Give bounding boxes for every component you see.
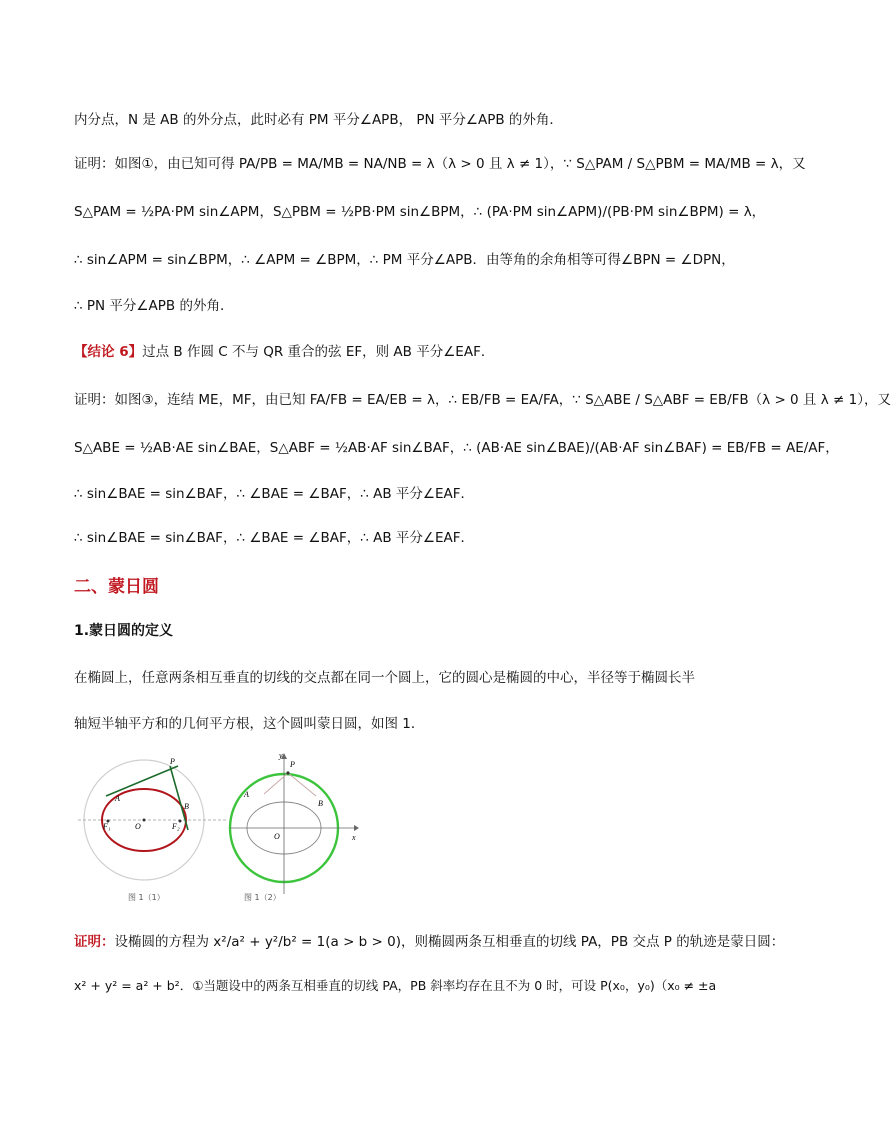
proof-line-2: S△PAM = ½PA·PM sin∠APM，S△PBM = ½PB·PM sin∠BPM，∴ (PA·PM sin∠APM)/(PB·PM sin∠BPM) = λ， xyxy=(74,204,766,220)
proof3-line-1 xyxy=(74,930,785,950)
proof2-line-2: S△ABE = ½AB·AE sin∠BAE，S△ABF = ½AB·AF sin∠BAF，∴ (AB·AE sin∠BAE)/(AB·AF sin∠BAF) = EB/FB = AE/AF， xyxy=(74,440,839,456)
conclusion-6-text: 过点 B 作圆 C 不与 QR 重合的弦 EF，则 AB 平分∠EAF． xyxy=(142,344,495,360)
proof3-claim: 则椭圆两条互相垂直的切线 PA，PB 交点 P 的轨迹是蒙日圆： xyxy=(414,934,785,950)
proof-line-1: 证明：如图①，由已知可得 PA/PB = MA/MB = NA/NB = λ（λ > 0 且 λ ≠ 1），∵ S△PAM / S△PBM = MA/MB = λ，又 xyxy=(74,156,806,172)
definition-line-2: 轴短半轴平方和的几何平方根，这个圆叫蒙日圆，如图 1． xyxy=(74,716,425,732)
label-x: x xyxy=(352,833,356,842)
conclusion-6 xyxy=(74,340,734,360)
proof-line-3: ∴ sin∠APM = sin∠BPM，∴ ∠APM = ∠BPM，∴ PM 平分∠APB．由等角的余角相等可得∠BPN = ∠DPN， xyxy=(74,252,735,268)
proof-tag: 证明： xyxy=(74,934,115,950)
definition-line-1: 在椭圆上，任意两条相互垂直的切线的交点都在同一个圆上，它的圆心是椭圆的中心，半径等于椭圆长半 xyxy=(74,670,695,686)
label-p: P xyxy=(170,757,175,766)
center-point-o xyxy=(143,819,146,822)
point-p xyxy=(286,771,289,774)
label-b: B xyxy=(318,799,323,808)
label-o: O xyxy=(274,832,280,841)
label-a: A xyxy=(244,790,249,799)
label-b: B xyxy=(184,802,189,811)
label-a: A xyxy=(115,794,120,803)
x-axis-arrow xyxy=(354,825,359,831)
label-y: y xyxy=(279,751,283,760)
proof3-line-2: x² + y² = a² + b²．①当题设中的两条互相垂直的切线 PA，PB 斜率均存在且不为 0 时，可设 P(x₀，y₀)（x₀ ≠ ±a xyxy=(74,978,717,993)
figure-1-2 xyxy=(226,748,366,898)
figure-1-1-caption: 图 1（1） xyxy=(128,893,165,902)
subsection-heading-definition: 1.蒙日圆的定义 xyxy=(74,623,174,639)
label-f1: F₁ xyxy=(103,822,111,831)
proof3-setup: 设椭圆的方程为 x²/a² + y²/b² = 1(a > b > 0)， xyxy=(114,934,415,950)
proof-line-4: ∴ PN 平分∠APB 的外角． xyxy=(74,298,234,314)
section-heading-monge-circle: 二、蒙日圆 xyxy=(74,577,159,597)
tangent-line-pa xyxy=(106,766,178,796)
proof2-line-1: 证明：如图③，连结 ME，MF，由已知 FA/FB = EA/EB = λ，∴ EB/FB = EA/FA，∵ S△ABE / S△ABF = EB/FB（λ > 0 且 λ ≠ 1），又 xyxy=(74,392,891,408)
figure-1-1 xyxy=(78,748,228,898)
label-p: P xyxy=(290,760,295,769)
text-line-1: 内分点，N 是 AB 的外分点，此时必有 PM 平分∠APB， PN 平分∠APB 的外角． xyxy=(74,112,563,128)
proof2-line-3: ∴ sin∠BAE = sin∠BAF，∴ ∠BAE = ∠BAF，∴ AB 平分∠EAF． xyxy=(74,486,475,502)
proof2-line-4: ∴ sin∠BAE = sin∠BAF，∴ ∠BAE = ∠BAF，∴ AB 平分∠EAF． xyxy=(74,530,475,546)
conclusion-6-tag: 【结论 6】 xyxy=(74,344,143,360)
label-f2: F₂ xyxy=(172,822,180,831)
label-o: O xyxy=(135,822,141,831)
figure-1-2-caption: 图 1（2） xyxy=(244,893,281,902)
